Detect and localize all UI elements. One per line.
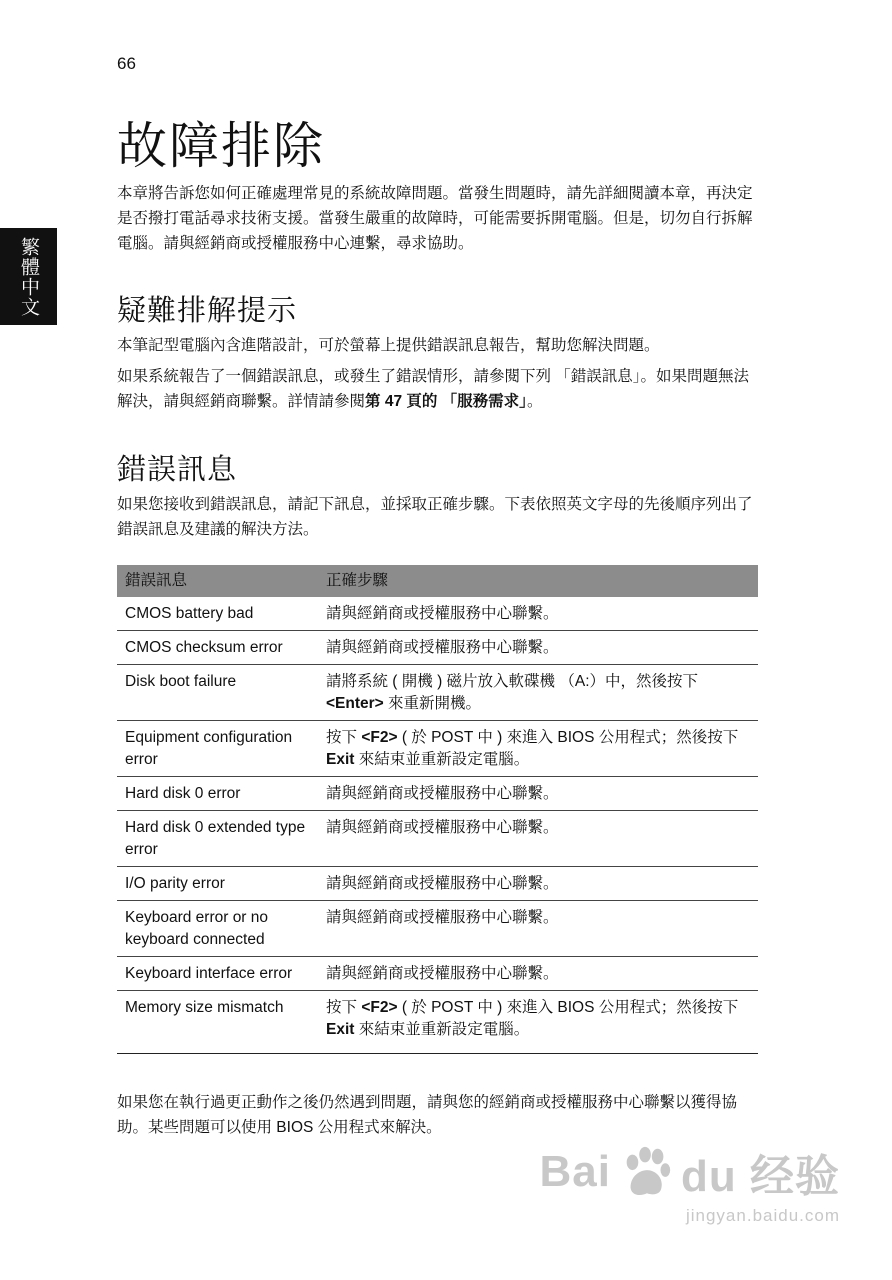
action-cell xyxy=(318,631,758,665)
header-corrective-action: 正確步驟 xyxy=(318,565,758,597)
tips-text: 如果系統報告了一個錯誤訊息，或發生了錯誤情形，請參閱下列 「錯誤訊息」。如果問題無法解決，請與經銷商聯繫。詳情請參閱 xyxy=(117,368,750,410)
page-number: 66 xyxy=(117,54,136,73)
watermark-text-left: Bai xyxy=(539,1147,612,1196)
error-message-cell: Hard disk 0 error xyxy=(117,777,318,811)
action-text: 來結束並重新設定電腦。 xyxy=(354,1021,530,1038)
action-cell xyxy=(318,665,758,721)
error-message-cell: Disk boot failure xyxy=(117,665,318,721)
tips-text-end: 。 xyxy=(526,393,543,410)
action-text: ( 於 POST 中 ) 來進入 BIOS 公用程式；然後按下 xyxy=(397,999,739,1016)
error-message-cell: I/O parity error xyxy=(117,867,318,901)
table-row xyxy=(117,901,758,957)
key-name: Exit xyxy=(326,1021,355,1038)
error-message-table xyxy=(117,565,758,1054)
watermark-text-right: du 经验 xyxy=(681,1152,840,1201)
action-text: 請與經銷商或授權服務中心聯繫。 xyxy=(326,909,559,926)
action-cell xyxy=(318,867,758,901)
error-message-cell: CMOS checksum error xyxy=(117,631,318,665)
watermark-url: jingyan.baidu.com xyxy=(685,1206,840,1225)
service-reference-link: 第 47 頁的 「服務需求」 xyxy=(365,393,527,410)
error-message-cell: Equipment configuration error xyxy=(117,721,318,777)
paw-icon xyxy=(617,1143,675,1201)
table-row xyxy=(117,665,758,721)
key-name: <Enter> xyxy=(326,695,384,712)
tips-paragraph-2 xyxy=(117,364,758,414)
table-row xyxy=(117,957,758,991)
error-message-cell: Keyboard error or no keyboard connected xyxy=(117,901,318,957)
intro-paragraph: 本章將告訴您如何正確處理常見的系統故障問題。當發生問題時，請先詳細閱讀本章，再決定是否撥打電話尋求技術支援。當發生嚴重的故障時，可能需要拆開電腦。但是，切勿自行拆解電腦。請與經銷商或授權服務中心連繫，尋求協助。 xyxy=(117,185,753,252)
table-row xyxy=(117,991,758,1054)
section-heading-tips: 疑難排解提示 xyxy=(117,295,298,327)
table-row xyxy=(117,777,758,811)
table-row xyxy=(117,811,758,867)
table-row xyxy=(117,631,758,665)
key-name: <F2> xyxy=(361,999,398,1016)
section-heading-errors: 錯誤訊息 xyxy=(117,454,238,486)
action-cell xyxy=(318,957,758,991)
action-text: 請與經銷商或授權服務中心聯繫。 xyxy=(326,875,559,892)
table-row xyxy=(117,721,758,777)
action-cell xyxy=(318,597,758,631)
action-text: 請將系統 ( 開機 ) 磁片放入軟碟機 （A:）中，然後按下 xyxy=(326,673,699,690)
action-cell xyxy=(318,721,758,777)
action-text: 請與經銷商或授權服務中心聯繫。 xyxy=(326,819,559,836)
action-cell xyxy=(318,777,758,811)
error-message-cell: Hard disk 0 extended type error xyxy=(117,811,318,867)
error-message-cell: CMOS battery bad xyxy=(117,597,318,631)
tips-paragraph-1: 本筆記型電腦內含進階設計，可於螢幕上提供錯誤訊息報告，幫助您解決問題。 xyxy=(117,337,660,354)
error-message-cell: Memory size mismatch xyxy=(117,991,318,1054)
action-text: 按下 xyxy=(326,729,362,746)
action-text: 請與經銷商或授權服務中心聯繫。 xyxy=(326,605,559,622)
page-title: 故障排除 xyxy=(117,118,325,174)
language-side-tab xyxy=(0,228,57,325)
error-message-cell: Keyboard interface error xyxy=(117,957,318,991)
action-text: ( 於 POST 中 ) 來進入 BIOS 公用程式；然後按下 xyxy=(397,729,739,746)
language-tab-label: 繁體中文 xyxy=(18,236,39,317)
action-text: 請與經銷商或授權服務中心聯繫。 xyxy=(326,965,559,982)
action-text: 請與經銷商或授權服務中心聯繫。 xyxy=(326,639,559,656)
action-text: 請與經銷商或授權服務中心聯繫。 xyxy=(326,785,559,802)
baidu-jingyan-watermark xyxy=(540,1140,840,1226)
key-name: <F2> xyxy=(361,729,398,746)
watermark-logo xyxy=(540,1140,840,1204)
header-error-message: 錯誤訊息 xyxy=(117,565,318,597)
table-row xyxy=(117,597,758,631)
table-row xyxy=(117,867,758,901)
action-cell xyxy=(318,991,758,1054)
action-text: 來結束並重新設定電腦。 xyxy=(354,751,530,768)
closing-paragraph: 如果您在執行過更正動作之後仍然遇到問題，請與您的經銷商或授權服務中心聯繫以獲得協助。某些問題可以使用 BIOS 公用程式來解決。 xyxy=(117,1094,738,1136)
table-header-row xyxy=(117,565,758,597)
key-name: Exit xyxy=(326,751,355,768)
errors-paragraph: 如果您接收到錯誤訊息，請記下訊息，並採取正確步驟。下表依照英文字母的先後順序列出了錯誤訊息及建議的解決方法。 xyxy=(117,496,753,538)
action-cell xyxy=(318,901,758,957)
action-cell xyxy=(318,811,758,867)
action-text: 來重新開機。 xyxy=(383,695,482,712)
action-text: 按下 xyxy=(326,999,362,1016)
